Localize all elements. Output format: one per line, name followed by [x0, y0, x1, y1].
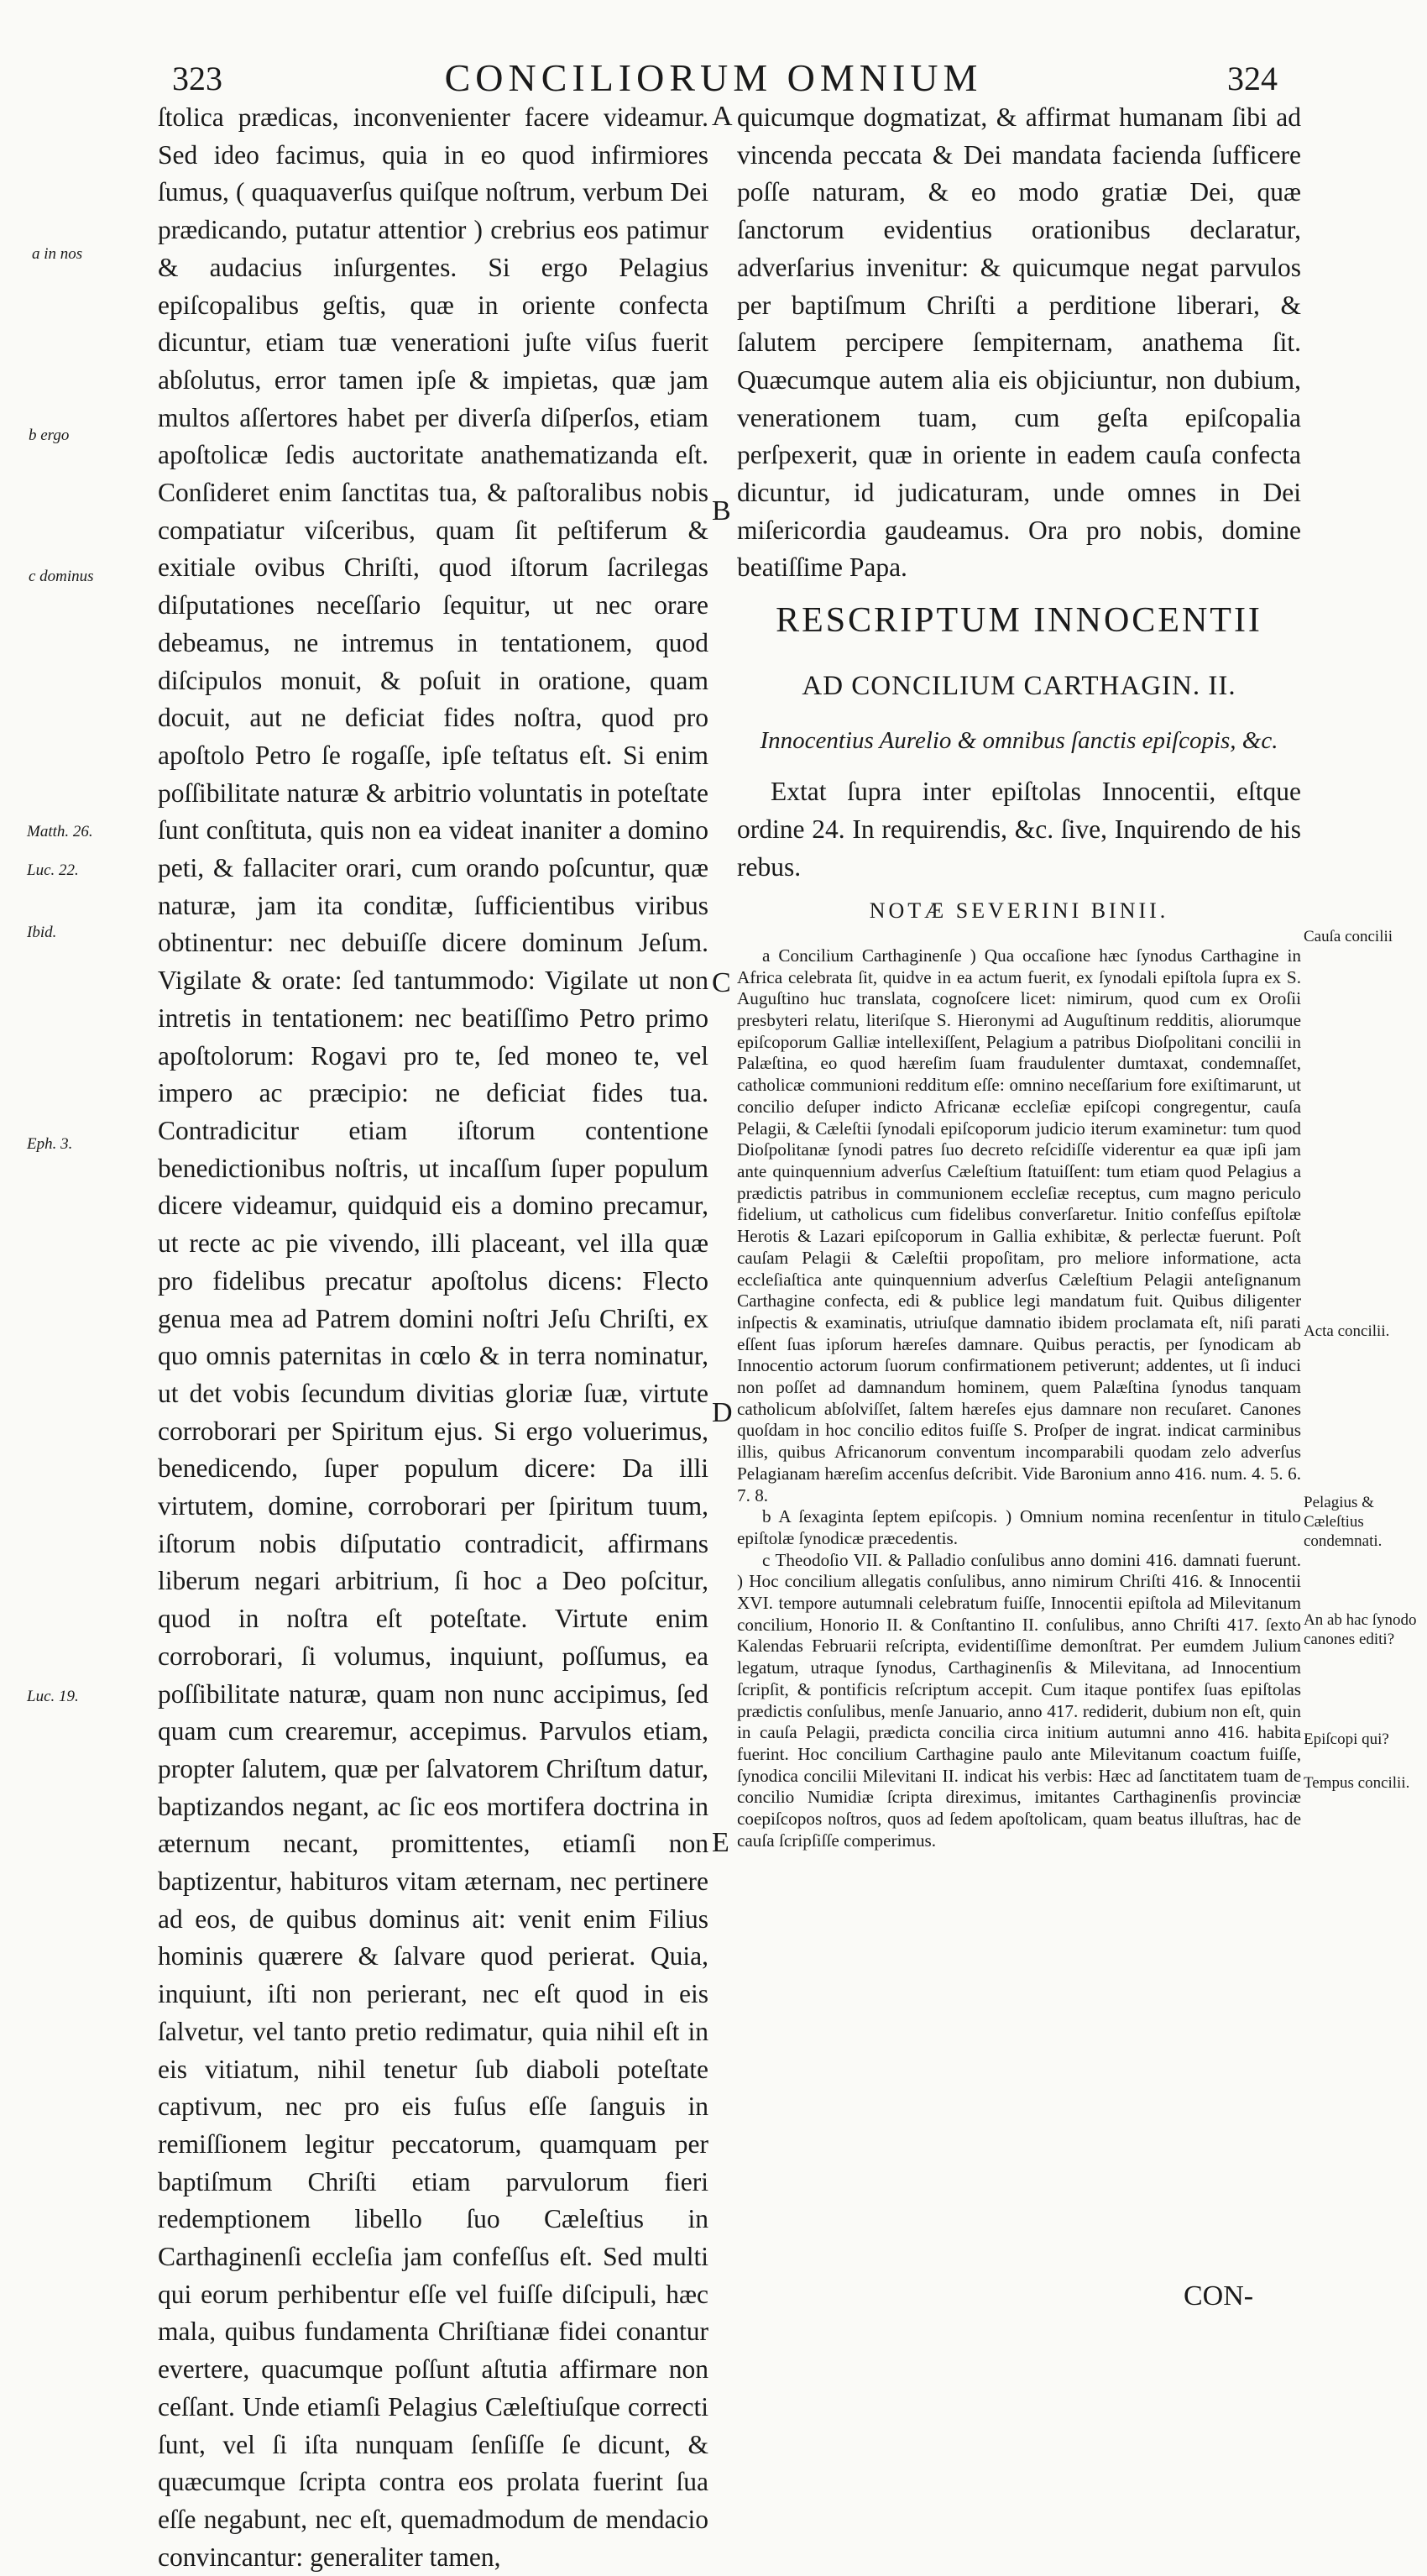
rescript-subheading: AD CONCILIUM CARTHAGIN. II.: [802, 671, 1236, 702]
section-marker-b: B: [712, 495, 731, 526]
left-column: [158, 99, 708, 2576]
section-marker-a: A: [712, 101, 733, 132]
section-marker-d: D: [712, 1397, 733, 1428]
margin-ref-ibid: Ibid.: [27, 924, 57, 941]
notes-heading: NOTÆ SEVERINI BINII.: [869, 898, 1169, 924]
margin-note-pelagius: Pelagius & Cæleſtius condemnati.: [1304, 1494, 1383, 1550]
margin-note-b: b ergo: [29, 427, 70, 444]
section-marker-e: E: [712, 1827, 729, 1858]
left-column-text: ſtolica prædicas, inconvenienter facere videamur. Sed ideo facimus, quia in eo quod infirmiores ſumus, ( quaquaverſus quiſque noſtrum, verbum Dei prædicando, putatur attentior ) crebrius eos patimur & audacius inſurgentes. Si ergo Pelagius epiſcopalibus geſtis, quæ in oriente confecta dicuntur, etiam tuæ venerationi juſte viſus fuerit abſolutus, error tamen ipſe & impietas, quæ jam multos aſſertores habet per diverſa diſperſos, etiam apoſtolicæ ſedis auctoritate anathematizanda eſt. Conſideret enim ſanctitas tua, & paſtoralibus nobis compatiatur viſceribus, quam ſit peſtiferum & exitiale ovibus Chriſti, quod iſtorum ſacrilegas diſputationes neceſſario ſequitur, ut nec orare debeamus, ne intremus in tentationem, quod diſcipulos monuit, & poſuit in oratione, quam docuit, aut ne deficiat fides noſtra, quod pro apoſtolo Petro ſe rogaſſe, ipſe teſtatus eſt. Si enim poſſibilitate naturæ & arbitrio voluntatis in poteſtate ſunt conſtituta, quis non ea videat inaniter a domino peti, & fallaciter orari, cum orando poſcuntur, quæ naturæ, jam ita conditæ, ſufficientibus viribus obtinentur: nec debuiſſe dicere dominum Jeſum. Vigilate & orate: ſed tantummodo: Vigilate ut non intretis in tentationem: nec beatiſſimo Petro primo apoſtolorum: Rogavi pro te, ſed moneo te, vel impero ac præcipio: ne deficiat fides tua. Contradicitur etiam iſtorum contentione benedictionibus noſtris, ut incaſſum ſuper populum dicere videamur, quidquid eis a domino precamur, ut recte ac pie vivendo, illi placeant, vel illa quæ pro fidelibus precatur apoſtolus dicens: Flecto genua mea ad Patrem domini noſtri Jeſu Chriſti, ex quo omnis paternitas in cœlo & in terra nominatur, ut det vobis ſecundum divitias gloriæ ſuæ, virtute corroborari per Spiritum ejus. Si ergo voluerimus, benedicendo, ſuper populum dicere: Da illi virtutem, domine, corroborari per ſpiritum tuum, iſtorum nobis diſputatio contradicit, affirmans liberum negari arbitrium, ſi hoc a Deo poſcitur, quod in noſtra eſt poteſtate. Virtute enim corroborari, ſi volumus, inquiunt, poſſumus, ea poſſibilitate naturæ, quam non nunc accipimus, ſed quam cum crearemur, accepimus. Parvulos etiam, propter ſalutem, quæ per ſalvatorem Chriſtum datur, baptizandos negant, ac ſic eos mortifera doctrina in æternum necant, promittentes, etiamſi non baptizentur, habituros vitam æternam, nec pertinere ad eos, de quibus dominus ait: venit enim Filius hominis quærere & ſalvare quod perierat. Quia, inquiunt, iſti non perierant, nec eſt quod in eis ſalvetur, vel tanto pretio redimatur, quia nihil eſt in eis vitiatum, nihil tenetur ſub diaboli poteſtate captivum, nec pro eis fuſus eſſe ſanguis in remiſſionem legitur peccatorum, quamquam per baptiſmum Chriſti etiam parvulorum fieri redemptionem libello ſuo Cæleſtius in Carthaginenſi eccleſia jam confeſſus eſt. Sed multi qui eorum perhibentur eſſe vel fuiſſe diſcipuli, hæc mala, quibus fundamenta Chriſtianæ fidei conantur evertere, quacumque poſſunt aſtutia affirmare non ceſſant. Unde etiamſi Pelagius Cæleſtiuſque correcti ſunt, vel ſi iſta nunquam ſenſiſſe ſe dicunt, & quæcumque ſcripta contra eos prolata fuerint ſua eſſe negabunt, nec eſt, quemadmodum de mendacio convincantur: generaliter tamen,: [158, 102, 708, 2572]
margin-note-a: a in nos: [32, 245, 83, 263]
page-number-right: 324: [1227, 60, 1278, 97]
margin-note-causa: Cauſa concilii: [1304, 928, 1393, 945]
page-number-left: 323: [172, 60, 222, 97]
margin-ref-eph: Eph. 3.: [27, 1135, 73, 1153]
running-title: CONCILIORUM OMNIUM: [444, 56, 983, 99]
right-column: [737, 99, 1301, 1851]
margin-ref-luc22: Luc. 22.: [27, 861, 79, 879]
margin-note-acta: Acta concilii.: [1304, 1322, 1390, 1340]
margin-note-episcopi: Epiſcopi qui?: [1304, 1730, 1389, 1748]
rescript-address: Innocentius Aurelio & omnibus ſanctis epiſcopis, &c.: [760, 727, 1278, 755]
margin-ref-matth: Matth. 26.: [27, 823, 93, 840]
note-a: a Concilium Carthaginenſe ) Qua occaſione hæc ſynodus Carthagine in Africa celebrata ſit, quidve in ea actum fuerit, ex ſynodali epiſtola ſupra ex S. Auguſtino huc translata, cognoſcere licet: nimirum, quod cum ex Oroſii presbyteri relatu, literiſque S. Hieronymi ad Auguſtinum redditis, aliorumque epiſcoporum Galliæ intellexiſſent, Pelagium a patribus Dioſpolitani concilii in Palæſtina, eo quod hæreſim ſuam fraudulenter dumtaxat, condemnaſſet, catholicæ communioni redditum eſſe: omnino neceſſarium fore exiſtimarunt, ut concilio deſuper indicto Africanæ eccleſiæ epiſcopi congregentur, cauſa Pelagii, & Cæleſtii ſynodali epiſcoporum judicio iterum examinetur: tum quod Dioſpolitanæ ſynodi patres ſuo decreto reſcidiſſe viderentur ea quæ ipſi jam ante quinquennium adverſus Cæleſtium ſtatuiſſent: tum etiam quod Pelagius a prædictis patribus in communionem eccleſiæ receptus, cum magno periculo fidelium, ut catholicus cum fidelibus converſaretur. Initio confeſſus epiſtolæ Herotis & Lazari epiſcoporum in Gallia exhibitæ, & perlectæ fuerunt. Poſt cauſam Pelagii & Cæleſtii propoſitam, pro meliore informatione, acta eccleſiaſtica ante quinquennium adverſus Cæleſtium Pelagii anteſignanum Carthagine confecta, edi & publice legi mandatum fuit. Quibus diligenter inſpectis & examinatis, utriuſque damnatio ibidem proclamata eſt, niſi parati eſſent ſuas ipſorum hæreſes damnare. Quibus peractis, per ſynodicam ab Innocentio actorum ſuorum confirmationem petiverunt; addentes, ut ſi induci non poſſet ad damnandum hominem, quem Palæſtina ſynodus tanquam catholicum abſolviſſet, ſaltem hæreſes ejus damnare non recuſaret. Canones quoſdam in hoc concilio editos fuiſſe S. Proſper de ingrat. indicat carminibus illis, quibus Africanorum conventum incomparabili quodam zelo adverſus Pelagianam hæreſim accenſus deſcribit. Vide Baronium anno 416. num. 4. 5. 6. 7. 8.: [737, 945, 1301, 1505]
note-b: b A ſexaginta ſeptem epiſcopis. ) Omnium nomina recenſentur in titulo epiſtolæ ſynodicæ præcedentis.: [737, 1506, 1301, 1548]
notes-body: [737, 945, 1301, 1852]
margin-ref-luc19: Luc. 19.: [27, 1688, 79, 1705]
section-marker-c: C: [712, 967, 731, 998]
right-column-text: quicumque dogmatizat, & affirmat humanam ſibi ad vincenda peccata & Dei mandata facienda ſufficere poſſe naturam, & eo modo gratiæ Dei, quæ ſanctorum evidentius orationibus declaratur, adverſarius invenitur: & quicumque negat parvulos per baptiſmum Chriſti a perditione liberari, & ſalutem percipere ſempiternam, anathema ſit. Quæcumque autem alia eis objiciuntur, non dubium, venerationem tuam, cum geſta epiſcopalia perſpexerit, quæ in oriente in eadem cauſa confecta dicuntur, id judicaturam, unde omnes in Dei miſericordia gaudeamus. Ora pro nobis, domine beatiſſime Papa.: [737, 102, 1301, 583]
note-c: c Theodoſio VII. & Palladio conſulibus anno domini 416. damnati fuerunt. ) Hoc concilium allegatis conſulibus, anno nimirum Chriſti 416. & Innocentii XVI. tempore autumnali celebratum fuiſſe, Innocentii epiſtola ad Milevitanum concilium, Honorio II. & Conſtantino II. conſulibus, anno Chriſti 417. ſexto Kalendas Februarii reſcripta, evidentiſſime demonſtrat. Per eumdem Julium legatum, utraque ſynodus, Carthaginenſis & Milevitana, ad Innocentium ſcripſit, & pontificis reſcriptum accepit. Cum itaque pontifex ſuas epiſtolas prædictis conſulibus, menſe Januario, anno 417. rediderit, dubium non eſt, quin in cauſa Pelagii, prædicta concilia circa initium autumni anno 416. habita fuerint. Hoc concilium Carthagine paulo ante Milevitanum coactum fuiſſe, ſynodica concilii Milevitani II. indicat his verbis: Hæc ad ſanctitatem tuam de concilio Numidiæ ſcripta direximus, imitantes Carthaginenſis provinciæ coepiſcopos noſtros, quos ad ſedem apoſtolicam, quam beatus illuſtras, hac de cauſa ſcripſiſſe comperimus.: [737, 1549, 1301, 1851]
extat-paragraph: Extat ſupra inter epiſtolas Innocentii, eſtque ordine 24. In requirendis, &c. ſive, Inquirendo de his rebus.: [737, 777, 1301, 882]
margin-note-tempus: Tempus concilii.: [1304, 1774, 1410, 1792]
margin-note-c: c dominus: [29, 568, 94, 585]
catchword: CON-: [1184, 2280, 1254, 2312]
margin-note-canones: An ab hac ſynodo canones editi?: [1304, 1611, 1417, 1648]
page-header: [0, 52, 1427, 102]
rescript-heading: RESCRIPTUM INNOCENTII: [776, 601, 1262, 641]
